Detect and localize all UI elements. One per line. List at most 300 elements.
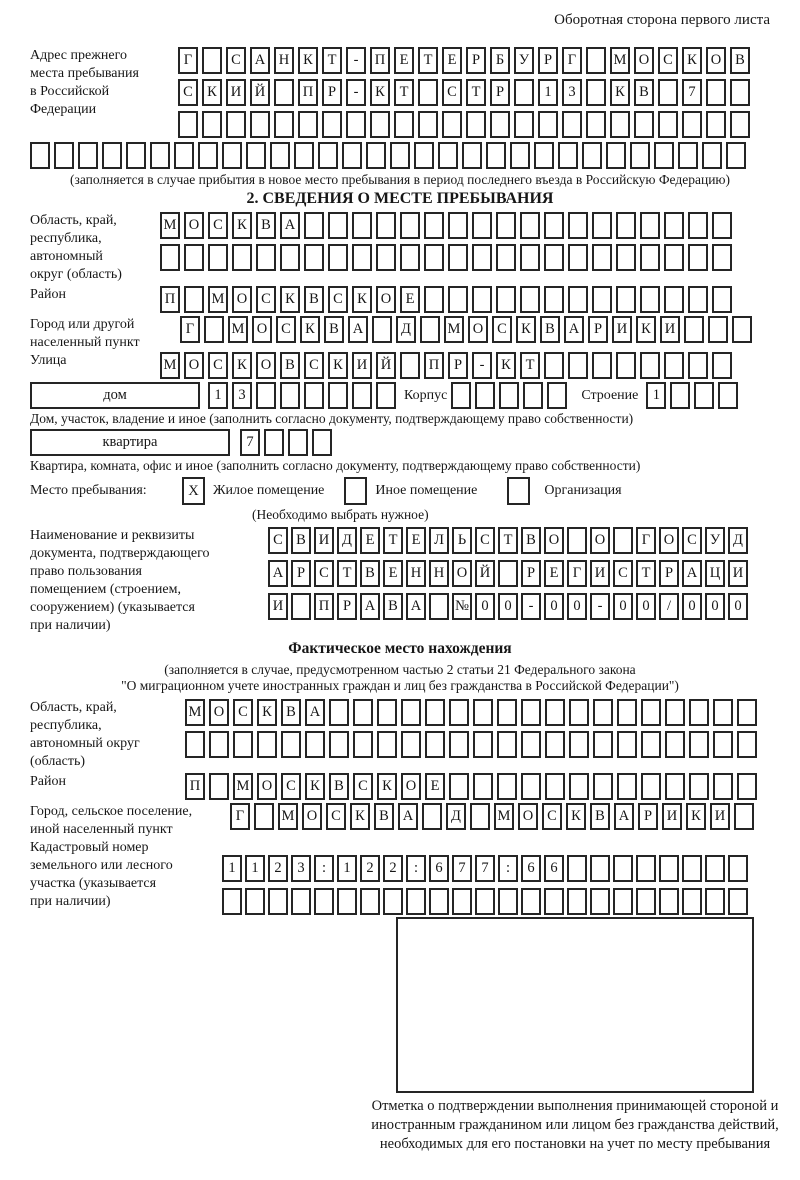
- char-cell: [406, 888, 426, 915]
- char-cell: [713, 773, 733, 800]
- char-cell: -: [590, 593, 610, 620]
- char-cell: [606, 142, 626, 169]
- char-cell: [390, 142, 410, 169]
- char-cell: К: [280, 286, 300, 313]
- char-cell: -: [472, 352, 492, 379]
- char-cell: С: [276, 316, 296, 343]
- house-caption: Дом, участок, владение и иное (заполнить согласно документу, подтверждающему право собственности): [30, 411, 634, 426]
- actual-district-grid: [185, 773, 757, 800]
- char-cell: О: [257, 773, 277, 800]
- char-cell: [567, 855, 587, 882]
- char-cell: [466, 111, 486, 138]
- char-cell: [322, 111, 342, 138]
- char-cell: -: [346, 47, 366, 74]
- char-cell: [654, 142, 674, 169]
- char-cell: Е: [400, 286, 420, 313]
- char-cell: Р: [521, 560, 541, 587]
- char-cell: [684, 316, 704, 343]
- char-cell: [728, 888, 748, 915]
- char-cell: [658, 111, 678, 138]
- char-cell: [593, 731, 613, 758]
- char-cell: Г: [636, 527, 656, 554]
- char-cell: [712, 244, 732, 271]
- region-label: Область, край, республика, автономный округ (область): [30, 213, 122, 282]
- char-cell: [376, 212, 396, 239]
- char-cell: О: [376, 286, 396, 313]
- char-cell: Г: [178, 47, 198, 74]
- char-cell: У: [705, 527, 725, 554]
- char-cell: В: [304, 286, 324, 313]
- actual-city-grid: [230, 803, 754, 830]
- char-cell: [665, 731, 685, 758]
- char-cell: [280, 244, 300, 271]
- char-cell: [222, 142, 242, 169]
- char-cell: К: [566, 803, 586, 830]
- char-cell: 2: [268, 855, 288, 882]
- char-cell: М: [208, 286, 228, 313]
- char-cell: М: [610, 47, 630, 74]
- char-cell: [209, 731, 229, 758]
- char-cell: Р: [538, 47, 558, 74]
- char-cell: №: [452, 593, 472, 620]
- char-cell: [617, 731, 637, 758]
- char-cell: [712, 212, 732, 239]
- char-cell: [586, 47, 606, 74]
- char-cell: [420, 316, 440, 343]
- char-cell: [592, 352, 612, 379]
- char-cell: [298, 111, 318, 138]
- char-cell: К: [686, 803, 706, 830]
- char-cell: М: [160, 352, 180, 379]
- char-cell: [473, 731, 493, 758]
- char-cell: [256, 244, 276, 271]
- char-cell: [496, 244, 516, 271]
- char-cell: Р: [588, 316, 608, 343]
- char-cell: [54, 142, 74, 169]
- char-cell: [222, 888, 242, 915]
- char-cell: 0: [498, 593, 518, 620]
- char-cell: Р: [490, 79, 510, 106]
- char-cell: А: [305, 699, 325, 726]
- char-cell: [274, 79, 294, 106]
- char-cell: [400, 244, 420, 271]
- city-label: Город или другой населенный пункт: [30, 317, 140, 350]
- char-cell: С: [613, 560, 633, 587]
- char-cell: -: [346, 79, 366, 106]
- char-cell: [424, 244, 444, 271]
- char-cell: И: [728, 560, 748, 587]
- char-cell: С: [542, 803, 562, 830]
- char-cell: [246, 142, 266, 169]
- char-cell: [558, 142, 578, 169]
- char-cell: [636, 855, 656, 882]
- char-cell: 1: [538, 79, 558, 106]
- char-cell: [452, 888, 472, 915]
- char-cell: [567, 888, 587, 915]
- char-cell: [232, 244, 252, 271]
- char-cell: [257, 731, 277, 758]
- char-cell: [337, 888, 357, 915]
- char-cell: [226, 111, 246, 138]
- char-cell: С: [682, 527, 702, 554]
- char-cell: [486, 142, 506, 169]
- char-cell: Е: [383, 560, 403, 587]
- char-cell: [544, 244, 564, 271]
- char-cell: [425, 699, 445, 726]
- char-cell: [184, 286, 204, 313]
- char-cell: [730, 111, 750, 138]
- char-cell: [160, 244, 180, 271]
- char-cell: К: [232, 352, 252, 379]
- char-cell: Р: [659, 560, 679, 587]
- char-cell: Ь: [452, 527, 472, 554]
- char-cell: [449, 773, 469, 800]
- char-cell: [329, 731, 349, 758]
- stroenie-grid: [646, 382, 738, 409]
- char-cell: 7: [240, 429, 260, 456]
- apartment-caption: Квартира, комната, офис и иное (заполнить согласно документу, подтверждающему право собственности): [30, 458, 641, 473]
- char-cell: [304, 382, 324, 409]
- char-cell: [569, 699, 589, 726]
- char-cell: С: [353, 773, 373, 800]
- char-cell: Р: [638, 803, 658, 830]
- char-cell: [664, 212, 684, 239]
- char-cell: 6: [544, 855, 564, 882]
- char-cell: [705, 888, 725, 915]
- char-cell: [178, 111, 198, 138]
- house-box: дом: [30, 382, 200, 409]
- char-cell: Н: [429, 560, 449, 587]
- char-cell: А: [250, 47, 270, 74]
- char-cell: [567, 527, 587, 554]
- char-cell: [376, 382, 396, 409]
- char-cell: [634, 111, 654, 138]
- char-cell: [274, 111, 294, 138]
- prev-address-grid-row-1: [178, 47, 750, 74]
- char-cell: [102, 142, 122, 169]
- char-cell: [706, 111, 726, 138]
- stamp-caption: Отметка о подтверждении выполнения принимающей стороной и иностранным гражданином или лицом без гражданства действий, необходимых для его постановки на учет по месту пребывания: [371, 1098, 779, 1152]
- char-cell: 0: [613, 593, 633, 620]
- char-cell: П: [298, 79, 318, 106]
- char-cell: Д: [337, 527, 357, 554]
- char-cell: В: [324, 316, 344, 343]
- char-cell: [498, 888, 518, 915]
- char-cell: В: [521, 527, 541, 554]
- char-cell: 1: [245, 855, 265, 882]
- char-cell: [184, 244, 204, 271]
- char-cell: Г: [180, 316, 200, 343]
- actual-location-title: Фактическое место нахождения: [288, 640, 512, 657]
- char-cell: [702, 142, 722, 169]
- char-cell: [490, 111, 510, 138]
- char-cell: [534, 142, 554, 169]
- char-cell: [706, 79, 726, 106]
- actual-region-label: Область, край, республика, автономный округ (область): [30, 700, 140, 769]
- char-cell: 0: [682, 593, 702, 620]
- stay-type-note: (Необходимо выбрать нужное): [252, 507, 429, 522]
- char-cell: 1: [337, 855, 357, 882]
- char-cell: [328, 212, 348, 239]
- char-cell: [30, 142, 50, 169]
- char-cell: :: [314, 855, 334, 882]
- other-premises-label: Иное помещение: [375, 483, 478, 498]
- char-cell: [616, 286, 636, 313]
- char-cell: [521, 888, 541, 915]
- char-cell: [665, 773, 685, 800]
- char-cell: [737, 699, 757, 726]
- char-cell: [712, 286, 732, 313]
- char-cell: [473, 773, 493, 800]
- char-cell: [256, 382, 276, 409]
- char-cell: [592, 244, 612, 271]
- char-cell: Н: [274, 47, 294, 74]
- char-cell: Т: [520, 352, 540, 379]
- char-cell: [208, 244, 228, 271]
- char-cell: С: [281, 773, 301, 800]
- char-cell: [438, 142, 458, 169]
- street-block: [30, 352, 770, 379]
- cadastral-grid-row-2: [222, 888, 748, 915]
- char-cell: [291, 593, 311, 620]
- char-cell: [694, 382, 714, 409]
- city-block: [30, 316, 770, 352]
- char-cell: [370, 111, 390, 138]
- district-block: [30, 286, 770, 313]
- char-cell: [640, 244, 660, 271]
- actual-city-block: [30, 803, 770, 839]
- char-cell: [342, 142, 362, 169]
- char-cell: [547, 382, 567, 409]
- char-cell: [442, 111, 462, 138]
- char-cell: [718, 382, 738, 409]
- city-grid: [180, 316, 752, 343]
- char-cell: [372, 316, 392, 343]
- char-cell: [449, 731, 469, 758]
- char-cell: Р: [291, 560, 311, 587]
- char-cell: В: [634, 79, 654, 106]
- char-cell: В: [329, 773, 349, 800]
- char-cell: И: [352, 352, 372, 379]
- char-cell: [545, 773, 565, 800]
- char-cell: С: [256, 286, 276, 313]
- char-cell: 2: [383, 855, 403, 882]
- char-cell: [544, 888, 564, 915]
- char-cell: О: [256, 352, 276, 379]
- char-cell: А: [614, 803, 634, 830]
- char-cell: 0: [636, 593, 656, 620]
- char-cell: [586, 111, 606, 138]
- char-cell: [448, 286, 468, 313]
- char-cell: М: [444, 316, 464, 343]
- char-cell: [610, 111, 630, 138]
- korpus-label: Корпус: [404, 387, 448, 403]
- char-cell: [497, 773, 517, 800]
- char-cell: С: [208, 212, 228, 239]
- char-cell: [521, 699, 541, 726]
- actual-region-block: [30, 699, 770, 771]
- char-cell: [562, 111, 582, 138]
- char-cell: [737, 731, 757, 758]
- char-cell: [737, 773, 757, 800]
- char-cell: Т: [636, 560, 656, 587]
- char-cell: С: [233, 699, 253, 726]
- char-cell: [616, 244, 636, 271]
- prev-address-grid-row-4: [30, 142, 770, 169]
- char-cell: К: [328, 352, 348, 379]
- char-cell: [245, 888, 265, 915]
- char-cell: [383, 888, 403, 915]
- char-cell: [568, 352, 588, 379]
- char-cell: [291, 888, 311, 915]
- char-cell: [377, 699, 397, 726]
- char-cell: И: [662, 803, 682, 830]
- char-cell: К: [352, 286, 372, 313]
- char-cell: [569, 773, 589, 800]
- char-cell: И: [314, 527, 334, 554]
- char-cell: М: [278, 803, 298, 830]
- char-cell: В: [383, 593, 403, 620]
- char-cell: Т: [498, 527, 518, 554]
- char-cell: [198, 142, 218, 169]
- document-grid-row-3: [268, 593, 748, 620]
- char-cell: [613, 888, 633, 915]
- actual-city-label: Город, сельское поселение, иной населенный пункт: [30, 804, 193, 837]
- char-cell: Р: [337, 593, 357, 620]
- char-cell: Т: [383, 527, 403, 554]
- char-cell: [449, 699, 469, 726]
- char-cell: Д: [728, 527, 748, 554]
- char-cell: [705, 855, 725, 882]
- char-cell: [586, 79, 606, 106]
- char-cell: М: [233, 773, 253, 800]
- char-cell: [352, 212, 372, 239]
- char-cell: [521, 773, 541, 800]
- residential-label: Жилое помещение: [213, 483, 325, 498]
- char-cell: [521, 731, 541, 758]
- char-cell: П: [424, 352, 444, 379]
- char-cell: [499, 382, 519, 409]
- char-cell: 0: [567, 593, 587, 620]
- char-cell: Е: [394, 47, 414, 74]
- char-cell: [713, 731, 733, 758]
- char-cell: 1: [208, 382, 228, 409]
- char-cell: [472, 286, 492, 313]
- char-cell: [712, 352, 732, 379]
- char-cell: С: [178, 79, 198, 106]
- char-cell: К: [305, 773, 325, 800]
- document-block: [30, 527, 770, 635]
- char-cell: [209, 773, 229, 800]
- char-cell: О: [401, 773, 421, 800]
- char-cell: О: [590, 527, 610, 554]
- char-cell: [329, 699, 349, 726]
- char-cell: А: [268, 560, 288, 587]
- char-cell: [630, 142, 650, 169]
- char-cell: [352, 244, 372, 271]
- char-cell: [590, 855, 610, 882]
- char-cell: [616, 352, 636, 379]
- char-cell: 0: [728, 593, 748, 620]
- char-cell: [496, 286, 516, 313]
- char-cell: К: [636, 316, 656, 343]
- char-cell: В: [730, 47, 750, 74]
- char-cell: [424, 212, 444, 239]
- char-cell: С: [658, 47, 678, 74]
- actual-location-caption-1: (заполняется в случае, предусмотренном частью 2 статьи 21 Федерального закона: [164, 662, 636, 677]
- actual-district-label: Район: [30, 774, 66, 789]
- char-cell: А: [280, 212, 300, 239]
- char-cell: С: [314, 560, 334, 587]
- char-cell: К: [298, 47, 318, 74]
- char-cell: О: [634, 47, 654, 74]
- char-cell: П: [160, 286, 180, 313]
- char-cell: Т: [466, 79, 486, 106]
- char-cell: К: [496, 352, 516, 379]
- char-cell: 1: [222, 855, 242, 882]
- char-cell: С: [226, 47, 246, 74]
- document-grid-row-1: [268, 527, 748, 554]
- char-cell: О: [518, 803, 538, 830]
- char-cell: [376, 244, 396, 271]
- char-cell: [174, 142, 194, 169]
- char-cell: [523, 382, 543, 409]
- char-cell: С: [442, 79, 462, 106]
- char-cell: В: [291, 527, 311, 554]
- char-cell: В: [281, 699, 301, 726]
- actual-location-caption-2: "О миграционном учете иностранных граждан и лиц без гражданства в Российской Федерации"): [121, 678, 679, 693]
- char-cell: [451, 382, 471, 409]
- char-cell: Й: [376, 352, 396, 379]
- char-cell: [641, 699, 661, 726]
- residential-checkbox: X: [182, 477, 205, 505]
- char-cell: Р: [322, 79, 342, 106]
- char-cell: С: [268, 527, 288, 554]
- char-cell: [470, 803, 490, 830]
- char-cell: [202, 47, 222, 74]
- char-cell: [360, 888, 380, 915]
- char-cell: [688, 244, 708, 271]
- organization-label: Организация: [544, 483, 622, 498]
- char-cell: [497, 731, 517, 758]
- char-cell: [678, 142, 698, 169]
- char-cell: [520, 286, 540, 313]
- char-cell: 1: [646, 382, 666, 409]
- prev-address-block: [30, 47, 770, 138]
- char-cell: С: [492, 316, 512, 343]
- char-cell: [328, 244, 348, 271]
- prev-address-grid-row-3: [178, 111, 750, 138]
- char-cell: [418, 111, 438, 138]
- page-title: Оборотная сторона первого листа: [554, 12, 770, 28]
- char-cell: Г: [562, 47, 582, 74]
- street-grid: [160, 352, 732, 379]
- char-cell: [659, 888, 679, 915]
- char-cell: С: [475, 527, 495, 554]
- char-cell: [448, 244, 468, 271]
- char-cell: С: [326, 803, 346, 830]
- char-cell: О: [468, 316, 488, 343]
- char-cell: И: [612, 316, 632, 343]
- char-cell: [304, 244, 324, 271]
- char-cell: [418, 79, 438, 106]
- char-cell: [568, 286, 588, 313]
- char-cell: [318, 142, 338, 169]
- char-cell: К: [370, 79, 390, 106]
- char-cell: 0: [705, 593, 725, 620]
- char-cell: И: [660, 316, 680, 343]
- char-cell: -: [521, 593, 541, 620]
